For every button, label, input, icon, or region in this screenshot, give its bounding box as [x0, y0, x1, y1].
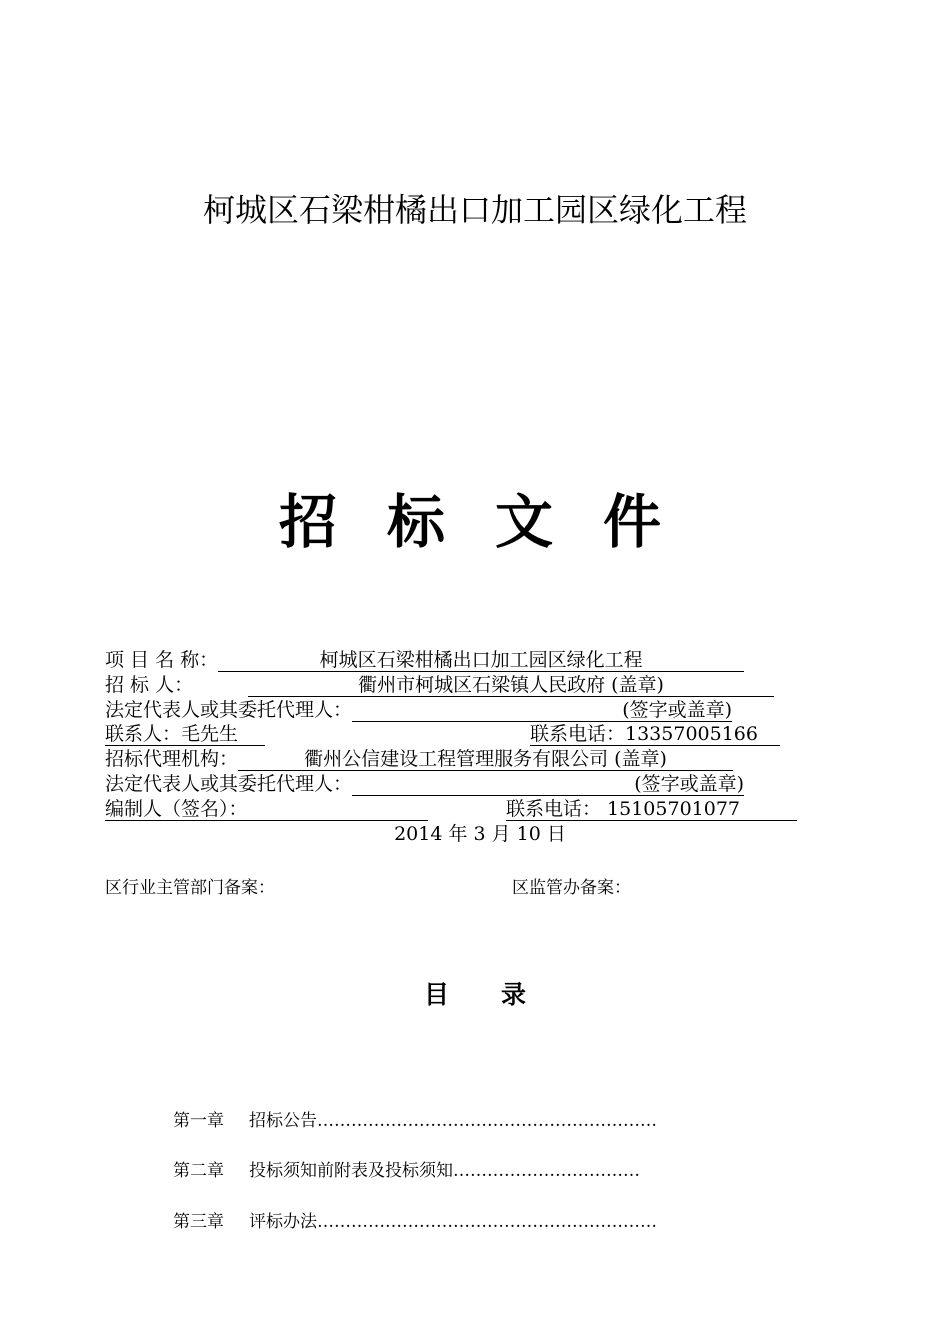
compiler-label: 编制人（签名）：	[105, 798, 428, 821]
legal-rep-label: 法定代表人或其委托代理人：	[105, 699, 353, 721]
legal-rep-label: 法定代表人或其委托代理人：	[105, 773, 353, 795]
agency-label: 招标代理机构：	[105, 748, 239, 770]
project-name-label: 项 目 名 称：	[105, 649, 219, 671]
toc-chapter: 第三章	[173, 1212, 224, 1232]
contact-phone: 联系电话：13357005166	[530, 723, 780, 746]
doc-title-char: 标	[386, 488, 495, 556]
toc-entry-title: 投标须知前附表及投标须知……………………………	[249, 1161, 640, 1181]
doc-title-char: 件	[603, 488, 712, 556]
toc-item[interactable]	[173, 1106, 657, 1131]
contact-row	[105, 722, 780, 746]
toc-entry-title: 评标办法……………………………………………………	[249, 1212, 657, 1232]
toc-title-char: 录	[501, 980, 527, 1009]
project-title: 柯城区石梁柑橘出口加工园区绿化工程	[202, 191, 747, 229]
tenderer-value: 衢州市柯城区石梁镇人民政府 (盖章)	[248, 674, 774, 697]
legal-rep-signature-note: (签字或盖章)	[352, 699, 732, 722]
legal-rep-row-2	[105, 772, 744, 796]
document-title	[0, 475, 950, 559]
agency-row	[105, 747, 733, 771]
toc-chapter: 第二章	[173, 1161, 224, 1181]
tenderer-row	[105, 673, 774, 697]
compiler-phone: 联系电话： 15105701077	[506, 798, 797, 821]
toc-chapter: 第一章	[173, 1111, 224, 1131]
supervision-office-filing: 区监管办备案：	[512, 878, 631, 898]
toc-item[interactable]	[173, 1156, 640, 1181]
toc-item[interactable]	[173, 1207, 657, 1232]
agency-value: 衢州公信建设工程管理服务有限公司 (盖章)	[238, 748, 733, 771]
project-name-value: 柯城区石梁柑橘出口加工园区绿化工程	[218, 649, 744, 672]
compiler-row	[105, 797, 797, 821]
legal-rep-row-1	[105, 698, 732, 722]
toc-entry-title: 招标公告……………………………………………………	[249, 1111, 657, 1131]
tenderer-label: 招 标 人：	[105, 674, 194, 696]
doc-title-char: 文	[495, 488, 604, 556]
legal-rep-signature-note: (签字或盖章)	[352, 773, 744, 796]
project-name-row	[105, 648, 744, 672]
contact-person: 联系人：毛先生	[105, 723, 265, 746]
toc-title	[0, 975, 950, 1011]
industry-dept-filing: 区行业主管部门备案：	[105, 878, 275, 898]
toc-title-char: 目	[423, 980, 449, 1009]
doc-title-char: 招	[278, 488, 387, 556]
document-date: 2014 年 3 月 10 日	[394, 823, 566, 845]
